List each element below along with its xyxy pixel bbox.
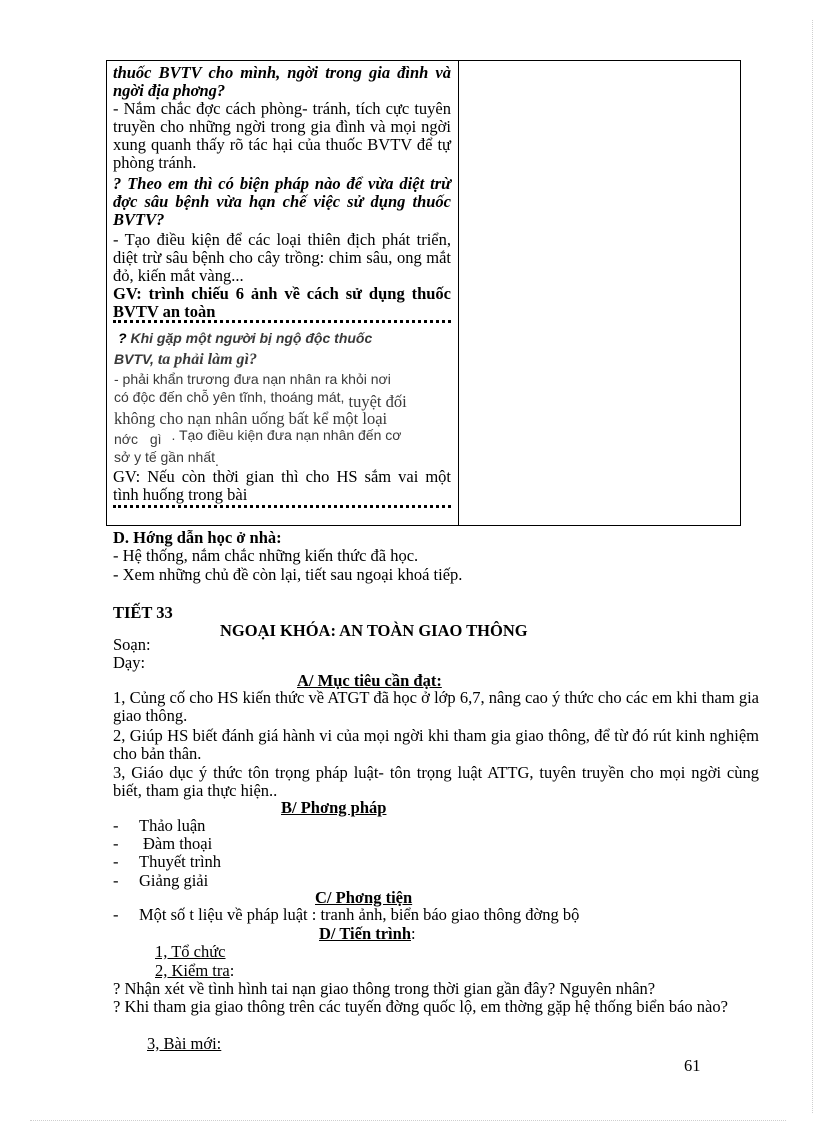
step-organize: 1, Tổ chức	[155, 942, 226, 961]
means-item: - Một số t liệu về pháp luật : tranh ảnh, biển báo giao thông đờng bộ	[113, 905, 580, 924]
question-mark: ?	[113, 174, 122, 193]
check-question-1: ? Nhận xét về tình hình tai nạn giao thông trong thời gian gần đây? Nguyên nhân?	[113, 979, 656, 998]
question-pest-control: ? Theo em thì có biện pháp nào để vừa diệt trừ đợc sâu bệnh vừa hạn chế việc sử dụng thuốc BVTV?	[113, 174, 451, 229]
method-heading: B/ Phơng pháp	[281, 798, 387, 817]
soan-label: Soạn:	[113, 635, 151, 654]
page-edge-dots	[30, 1120, 786, 1121]
homework-heading: D. Hớng dẫn học ở nhà:	[113, 528, 282, 547]
means-heading: C/ Phơng tiện	[315, 888, 413, 907]
question-poisoning-line2: BVTV, ta phải làm gì?	[114, 351, 257, 368]
objectives-heading: A/ Mục tiêu cần đạt:	[297, 671, 442, 690]
dotted-separator	[113, 320, 451, 323]
objective-2: 2, Giúp HS biết đánh giá hành vi của mọi ngời khi tham gia giao thông, để từ đó rút kinh nghiệm cho bản thân.	[113, 726, 759, 763]
question-pesticide-safety: thuốc BVTV cho mình, ngời trong gia đình và ngời địa phơng?	[113, 63, 451, 100]
table-right-cell	[458, 60, 741, 526]
answer-natural-enemies: - Tạo điều kiện để các loại thiên địch phát triển, diệt trừ sâu bệnh cho cây trồng: chim sâu, ong mắt đỏ, kiến mắt vàng...	[113, 230, 451, 285]
method-item: - Giảng giải	[113, 871, 209, 890]
gv-roleplay-note: GV: Nếu còn thời gian thì cho HS sắm vai một tình huống trong bài	[113, 467, 451, 504]
check-question-2: ? Khi tham gia giao thông trên các tuyến đờng quốc lộ, em thờng gặp hệ thống biển báo nào?	[113, 997, 728, 1016]
method-item: - Thảo luận	[113, 816, 206, 835]
lesson-number: TIẾT 33	[113, 603, 173, 622]
question-poisoning: ? Khi gặp một người bị ngộ độc thuốc	[118, 330, 373, 346]
page-number: 61	[684, 1056, 701, 1075]
objective-1: 1, Củng cố cho HS kiến thức về ATGT đã học ở lớp 6,7, nâng cao ý thức cho các em khi tham gia giao thông.	[113, 688, 759, 725]
procedure-heading: D/ Tiến trình:	[319, 924, 416, 943]
homework-line-1: - Hệ thống, nắm chắc những kiến thức đã học.	[113, 546, 419, 565]
answer-poisoning-line3: không cho nạn nhân uống bất kể một loại	[114, 409, 388, 428]
day-label: Dạy:	[113, 653, 146, 672]
step-check: 2, Kiểm tra:	[155, 961, 235, 980]
objective-3: 3, Giáo dục ý thức tôn trọng pháp luật- tôn trọng luật ATTG, tuyên truyền cho mọi ngời cùng biết, tham gia thực hiện..	[113, 763, 759, 800]
answer-poisoning-line4: nớc gì . Tạo điều kiện đưa nạn nhân đến cơ	[114, 427, 402, 447]
answer-prevention: - Nắm chắc đợc cách phòng- tránh, tích cực tuyên truyền cho những ngời trong gia đình và mọi ngời xung quanh thấy rõ tác hại của thuốc BVTV để tự phòng tránh.	[113, 99, 451, 172]
lesson-title: NGOẠI KHÓA: AN TOÀN GIAO THÔNG	[220, 621, 528, 640]
answer-poisoning-line5: sở y tế gần nhất.	[114, 449, 219, 469]
answer-poisoning-line1: - phải khẩn trương đưa nạn nhân ra khỏi nơi	[114, 371, 391, 387]
answer-poisoning-line2: có độc đến chỗ yên tĩnh, thoáng mát, tuyệt đối	[114, 389, 407, 411]
homework-line-2: - Xem những chủ đề còn lại, tiết sau ngoại khoá tiếp.	[113, 565, 463, 584]
method-item: - Đàm thoại	[113, 834, 213, 853]
page-edge-dots-vertical	[812, 20, 813, 1113]
method-item: - Thuyết trình	[113, 852, 222, 871]
step-new-lesson: 3, Bài mới:	[147, 1034, 222, 1053]
dotted-separator-bottom	[113, 505, 451, 508]
gv-slideshow-note: GV: trình chiếu 6 ảnh về cách sử dụng thuốc BVTV an toàn	[113, 284, 451, 321]
